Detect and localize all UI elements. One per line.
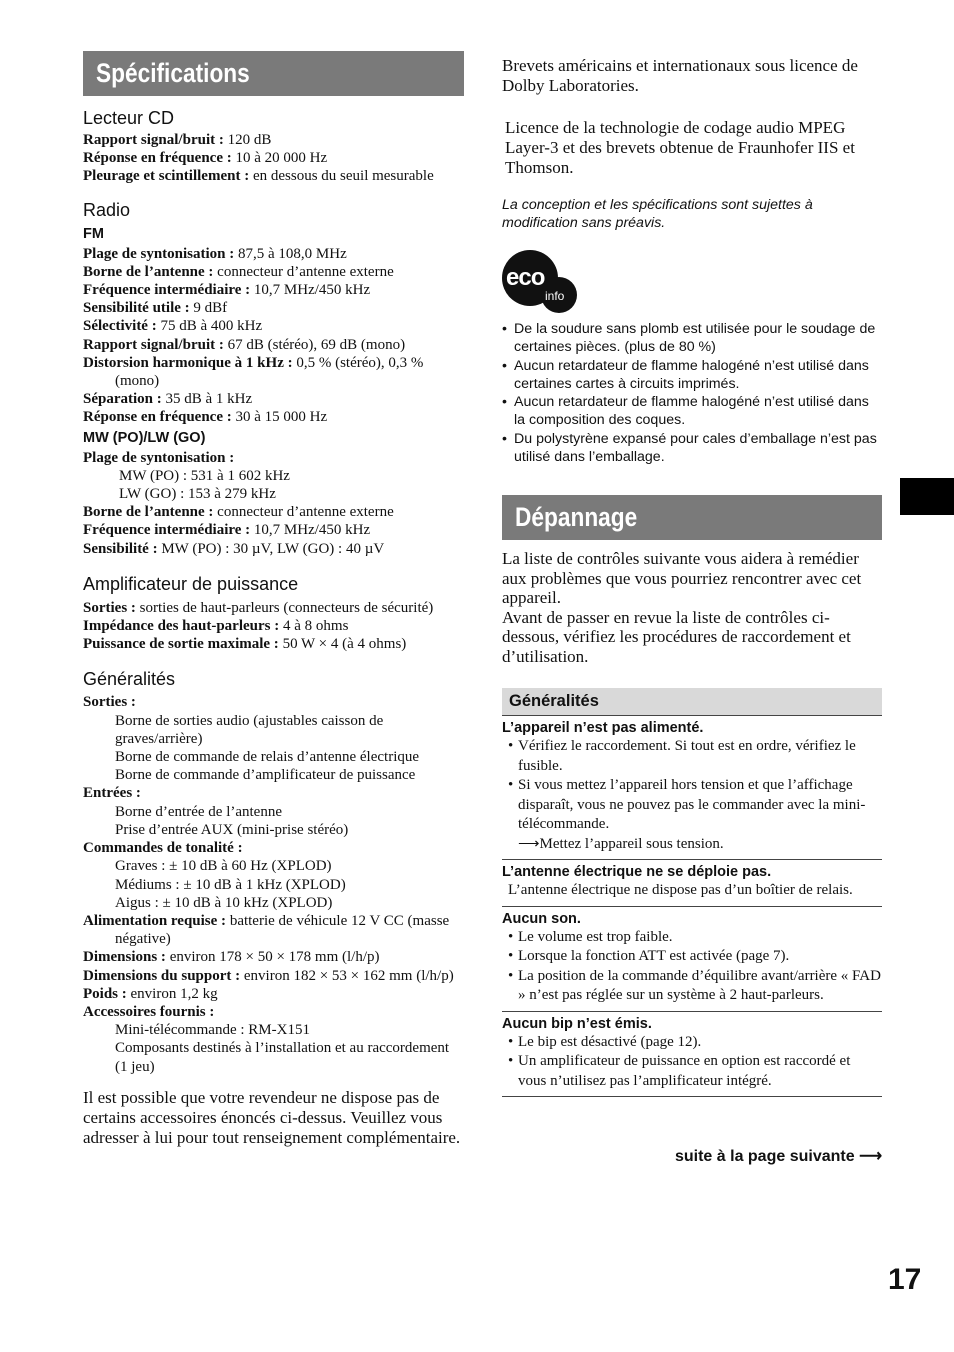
amp-specs xyxy=(83,599,464,654)
amp-heading: Amplificateur de puissance xyxy=(83,573,299,594)
spec-row: Réponse en fréquence : 30 à 15 000 Hz xyxy=(83,409,328,426)
solution-text: L’antenne électrique ne dispose pas d’un boîtier de relais. xyxy=(508,882,853,899)
fm-heading: FM xyxy=(83,225,104,242)
spec-row: Accessoires fournis : xyxy=(83,1003,215,1020)
spec-row: Séparation : 35 dB à 1 kHz xyxy=(83,391,253,408)
list-item: • Aucun retardateur de flamme halogéné n’est utilisé dans certaines cartes à circuits imprimés. xyxy=(502,357,882,394)
list-item: • Vérifiez le raccordement. Si tout est en ordre, vérifiez le fusible. xyxy=(502,737,882,776)
spec-row: Sensibilité : MW (PO) : 30 µV, LW (GO) : 40 µV xyxy=(83,540,385,557)
problem-title: Aucun son. xyxy=(502,910,581,927)
spec-subline: Borne de commande d’amplificateur de puissance xyxy=(115,767,416,784)
solution-list xyxy=(502,928,882,1006)
troubleshooting-item-power xyxy=(502,716,882,860)
spec-subline: Graves : ± 10 dB à 60 Hz (XPLOD) xyxy=(115,858,332,875)
spec-row: Plage de syntonisation : xyxy=(83,449,235,466)
spec-subline: Mini-télécommande : RM-X151 xyxy=(115,1022,310,1039)
spec-subline: Composants destinés à l’installation et au raccordement (1 jeu) xyxy=(115,1040,450,1075)
spec-row: Borne de l’antenne : connecteur d’antenne externe xyxy=(83,504,394,521)
info-logo-text: info xyxy=(545,289,565,303)
section-tab-marker xyxy=(900,478,954,515)
troubleshooting-item-sound xyxy=(502,907,882,1012)
arrow-right-icon: ⟶ xyxy=(859,1148,882,1165)
spec-row: Dimensions du support : environ 182 × 53 × 162 mm (l/h/p) xyxy=(83,967,454,984)
spec-subline: LW (GO) : 153 à 279 kHz xyxy=(119,486,276,503)
eco-info-logo xyxy=(502,250,578,314)
spec-subline: MW (PO) : 531 à 1 602 kHz xyxy=(119,467,290,484)
eco-logo-text: eco xyxy=(506,264,545,291)
spec-row: Dimensions : environ 178 × 50 × 178 mm (l/h/p) xyxy=(83,949,380,966)
troubleshooting-intro-2: Avant de passer en revue la liste de contrôles ci-dessous, vérifiez les procédures de raccordement et d’utilisation. xyxy=(502,607,851,666)
dealer-note: Il est possible que votre revendeur ne dispose pas de certains accessoires énoncés ci-dessus. Veuillez vous adresser à lui pour tout renseignement complémentaire. xyxy=(83,1087,461,1147)
problem-title: L’antenne électrique ne se déploie pas. xyxy=(502,864,772,881)
spec-row: Sorties : xyxy=(83,694,136,711)
general-troubleshooting-heading: Généralités xyxy=(502,688,882,716)
cd-specs xyxy=(83,131,464,186)
troubleshooting-item-antenna xyxy=(502,860,882,907)
problem-title: L’appareil n’est pas alimenté. xyxy=(502,720,704,737)
mw-lw-specs xyxy=(83,449,464,558)
list-item: • Le bip est désactivé (page 12). xyxy=(502,1033,882,1053)
list-item: • Le volume est trop faible. xyxy=(502,928,882,948)
cd-heading: Lecteur CD xyxy=(83,108,175,128)
spec-subline: Borne de commande de relais d’antenne électrique xyxy=(115,749,420,766)
dolby-license: Brevets américains et internationaux sous licence de Dolby Laboratories. xyxy=(502,56,858,95)
general-specs xyxy=(83,693,464,1075)
spec-subline: Médiums : ± 10 dB à 1 kHz (XPLOD) xyxy=(115,876,346,893)
list-item: • La position de la commande d’équilibre avant/arrière « FAD » n’est pas réglée sur un système à 2 haut-parleurs. xyxy=(502,967,882,1006)
spec-row: Sorties : sorties de haut-parleurs (connecteurs de sécurité) xyxy=(83,599,434,616)
arrow-solution: ⟶Mettez l’appareil sous tension. xyxy=(518,835,724,852)
spec-row: Poids : environ 1,2 kg xyxy=(83,985,218,1002)
spec-row: Rapport signal/bruit : 67 dB (stéréo), 69 dB (mono) xyxy=(83,336,406,353)
problem-title: Aucun bip n’est émis. xyxy=(502,1015,652,1032)
design-notice: La conception et les spécifications sont sujettes à modification sans préavis. xyxy=(502,197,813,231)
spec-row: Commandes de tonalité : xyxy=(83,840,243,857)
list-item: • Un amplificateur de puissance en option est raccordé et vous n’utilisez pas l’amplificateur intégré. xyxy=(502,1052,882,1091)
list-item: • Du polystyrène expansé pour cales d’emballage n’est pas utilisé dans l’emballage. xyxy=(502,430,882,467)
troubleshooting-intro-1: La liste de contrôles suivante vous aidera à remédier aux problèmes que vous pourriez rencontrer avec cet appareil. xyxy=(502,549,862,608)
fm-specs xyxy=(83,245,464,427)
spec-row: Pleurage et scintillement : en dessous du seuil mesurable xyxy=(83,168,434,185)
spec-row: Sensibilité utile : 9 dBf xyxy=(83,300,228,317)
spec-subline: Borne d’entrée de l’antenne xyxy=(115,803,282,820)
spec-subline: Borne de sorties audio (ajustables caisson de graves/arrière) xyxy=(115,712,384,747)
radio-heading: Radio xyxy=(83,199,131,220)
solution-list xyxy=(502,1033,882,1092)
list-item: • Aucun retardateur de flamme halogéné n’est utilisé dans la composition des coques. xyxy=(502,393,882,430)
continue-next-page: suite à la page suivante ⟶ xyxy=(674,1148,882,1165)
eco-bullet-list xyxy=(502,320,882,466)
list-item: • Si vous mettez l’appareil hors tension et que l’affichage disparaît, vous ne pouvez pas le commander avec la mini-télécommande. xyxy=(502,776,882,835)
specifications-column xyxy=(83,0,464,1148)
spec-row: Rapport signal/bruit : 120 dB xyxy=(83,132,272,148)
list-item: • De la soudure sans plomb est utilisée pour le soudage de certaines pièces. (plus de 80 %) xyxy=(502,320,882,357)
spec-row: Entrées : xyxy=(83,785,141,802)
spec-row: Réponse en fréquence : 10 à 20 000 Hz xyxy=(83,150,328,167)
spec-row: Sélectivité : 75 dB à 400 kHz xyxy=(83,318,263,335)
spec-row: Borne de l’antenne : connecteur d’antenne externe xyxy=(83,263,394,280)
general-heading: Généralités xyxy=(83,669,176,690)
spec-row: Puissance de sortie maximale : 50 W × 4 (à 4 ohms) xyxy=(83,636,407,653)
spec-subline: Aigus : ± 10 dB à 10 kHz (XPLOD) xyxy=(115,894,333,911)
specifications-title: Spécifications xyxy=(83,51,464,96)
mw-lw-heading: MW (PO)/LW (GO) xyxy=(83,429,206,446)
spec-row: Alimentation requise : batterie de véhicule 12 V CC (masse négative) xyxy=(83,912,450,948)
arrow-right-icon: ⟶ xyxy=(518,835,540,852)
mpeg-license: Licence de la technologie de codage audio MPEG Layer-3 et des brevets obtenue de Fraunhofer IIS et Thomson. xyxy=(505,118,855,177)
spec-row: Distorsion harmonique à 1 kHz : 0,5 % (stéréo), 0,3 % (mono) xyxy=(83,354,424,390)
page-number: 17 xyxy=(888,1263,922,1296)
spec-row: Fréquence intermédiaire : 10,7 MHz/450 kHz xyxy=(83,282,371,299)
spec-subline: Prise d’entrée AUX (mini-prise stéréo) xyxy=(115,821,349,838)
spec-row: Fréquence intermédiaire : 10,7 MHz/450 kHz xyxy=(83,522,371,539)
list-item: • Lorsque la fonction ATT est activée (page 7). xyxy=(502,947,882,967)
troubleshooting-item-beep xyxy=(502,1012,882,1098)
spec-row: Plage de syntonisation : 87,5 à 108,0 MHz xyxy=(83,245,347,262)
right-column xyxy=(502,0,882,1097)
troubleshooting-title: Dépannage xyxy=(502,495,882,540)
spec-row: Impédance des haut-parleurs : 4 à 8 ohms xyxy=(83,618,349,635)
solution-list xyxy=(502,737,882,835)
